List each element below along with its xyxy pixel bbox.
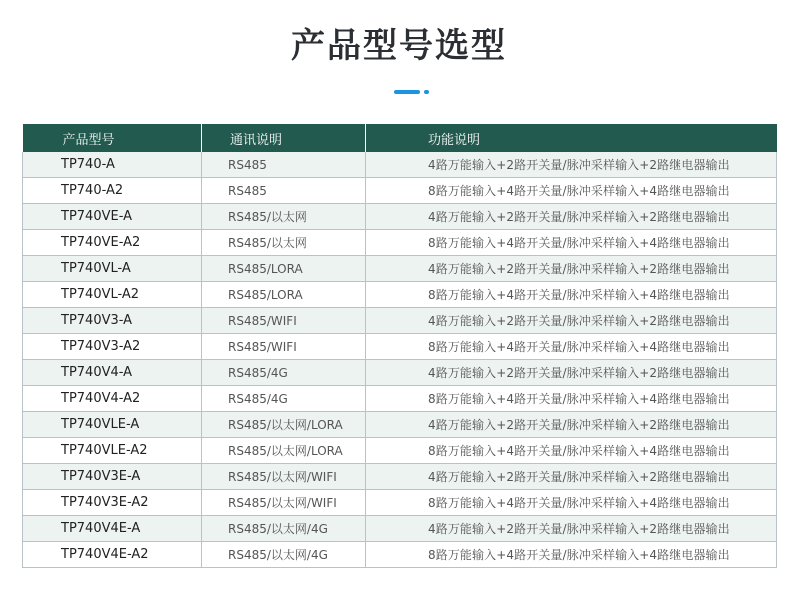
communication-cell: RS485/以太网/4G xyxy=(202,516,366,542)
model-cell: TP740-A xyxy=(23,152,202,178)
table-row xyxy=(23,412,777,438)
table-row xyxy=(23,334,777,360)
model-cell: TP740V3E-A xyxy=(23,464,202,490)
function-cell: 8路万能输入+4路开关量/脉冲采样输入+4路继电器输出 xyxy=(366,334,777,360)
function-cell: 8路万能输入+4路开关量/脉冲采样输入+4路继电器输出 xyxy=(366,386,777,412)
table-row xyxy=(23,542,777,568)
communication-cell: RS485/4G xyxy=(202,360,366,386)
function-cell: 8路万能输入+4路开关量/脉冲采样输入+4路继电器输出 xyxy=(366,230,777,256)
function-cell: 4路万能输入+2路开关量/脉冲采样输入+2路继电器输出 xyxy=(366,464,777,490)
communication-cell: RS485/4G xyxy=(202,386,366,412)
table-row xyxy=(23,516,777,542)
table-row xyxy=(23,152,777,178)
function-cell: 8路万能输入+4路开关量/脉冲采样输入+4路继电器输出 xyxy=(366,542,777,568)
model-cell: TP740V3E-A2 xyxy=(23,490,202,516)
communication-cell: RS485/以太网 xyxy=(202,230,366,256)
function-cell: 4路万能输入+2路开关量/脉冲采样输入+2路继电器输出 xyxy=(366,516,777,542)
table-row xyxy=(23,204,777,230)
table-row xyxy=(23,282,777,308)
column-header-communication: 通讯说明 xyxy=(202,124,366,152)
communication-cell: RS485/以太网 xyxy=(202,204,366,230)
model-cell: TP740V3-A2 xyxy=(23,334,202,360)
communication-cell: RS485/以太网/WIFI xyxy=(202,490,366,516)
communication-cell: RS485 xyxy=(202,178,366,204)
communication-cell: RS485/LORA xyxy=(202,256,366,282)
function-cell: 4路万能输入+2路开关量/脉冲采样输入+2路继电器输出 xyxy=(366,412,777,438)
column-header-function: 功能说明 xyxy=(366,124,777,152)
table-row xyxy=(23,464,777,490)
table-row xyxy=(23,256,777,282)
model-cell: TP740V3-A xyxy=(23,308,202,334)
model-cell: TP740-A2 xyxy=(23,178,202,204)
table-header-row xyxy=(23,124,777,152)
model-cell: TP740VE-A xyxy=(23,204,202,230)
function-cell: 8路万能输入+4路开关量/脉冲采样输入+4路继电器输出 xyxy=(366,490,777,516)
model-cell: TP740VL-A xyxy=(23,256,202,282)
table-row xyxy=(23,386,777,412)
model-cell: TP740V4-A xyxy=(23,360,202,386)
communication-cell: RS485 xyxy=(202,152,366,178)
communication-cell: RS485/LORA xyxy=(202,282,366,308)
table-row xyxy=(23,178,777,204)
table-row xyxy=(23,438,777,464)
accent-dot xyxy=(424,90,429,94)
function-cell: 8路万能输入+4路开关量/脉冲采样输入+4路继电器输出 xyxy=(366,178,777,204)
title-accent-divider xyxy=(394,89,429,94)
model-selection-table xyxy=(22,124,777,568)
model-cell: TP740V4-A2 xyxy=(23,386,202,412)
communication-cell: RS485/以太网/4G xyxy=(202,542,366,568)
function-cell: 4路万能输入+2路开关量/脉冲采样输入+2路继电器输出 xyxy=(366,256,777,282)
column-header-model: 产品型号 xyxy=(23,124,202,152)
model-cell: TP740V4E-A2 xyxy=(23,542,202,568)
table-row xyxy=(23,230,777,256)
model-cell: TP740VE-A2 xyxy=(23,230,202,256)
communication-cell: RS485/以太网/LORA xyxy=(202,412,366,438)
communication-cell: RS485/以太网/WIFI xyxy=(202,464,366,490)
communication-cell: RS485/WIFI xyxy=(202,308,366,334)
function-cell: 8路万能输入+4路开关量/脉冲采样输入+4路继电器输出 xyxy=(366,438,777,464)
function-cell: 4路万能输入+2路开关量/脉冲采样输入+2路继电器输出 xyxy=(366,204,777,230)
page-title: 产品型号选型 xyxy=(291,26,507,66)
model-cell: TP740VLE-A xyxy=(23,412,202,438)
function-cell: 4路万能输入+2路开关量/脉冲采样输入+2路继电器输出 xyxy=(366,308,777,334)
table-row xyxy=(23,360,777,386)
model-cell: TP740V4E-A xyxy=(23,516,202,542)
communication-cell: RS485/WIFI xyxy=(202,334,366,360)
function-cell: 4路万能输入+2路开关量/脉冲采样输入+2路继电器输出 xyxy=(366,152,777,178)
table-row xyxy=(23,308,777,334)
function-cell: 8路万能输入+4路开关量/脉冲采样输入+4路继电器输出 xyxy=(366,282,777,308)
model-cell: TP740VLE-A2 xyxy=(23,438,202,464)
accent-bar xyxy=(394,90,420,94)
table-row xyxy=(23,490,777,516)
function-cell: 4路万能输入+2路开关量/脉冲采样输入+2路继电器输出 xyxy=(366,360,777,386)
model-cell: TP740VL-A2 xyxy=(23,282,202,308)
communication-cell: RS485/以太网/LORA xyxy=(202,438,366,464)
table-body xyxy=(23,152,777,568)
